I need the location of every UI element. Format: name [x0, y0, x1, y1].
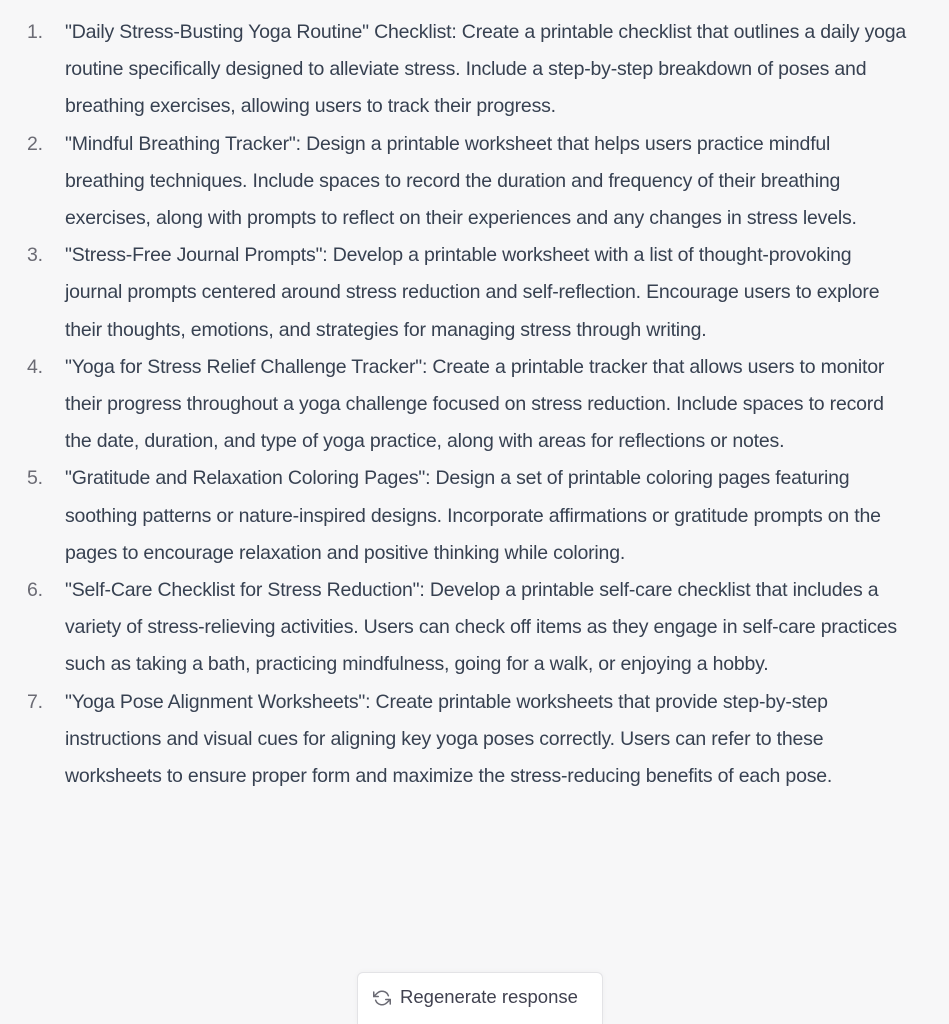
list-number: 3. [27, 244, 43, 267]
regenerate-label: Regenerate response [400, 986, 578, 1007]
list-item [0, 460, 949, 572]
list-item-text: "Stress-Free Journal Prompts": Develop a printable worksheet with a list of thought-provoking journal prompts centered around stress reduction and self-reflection. Encourage users to explore their thoughts, emotions, and strategies for managing stress through writing. [65, 244, 880, 341]
list-item-text: "Yoga for Stress Relief Challenge Tracker": Create a printable tracker that allows users to monitor their progress throughout a yoga challenge focused on stress reduction. Include spaces to record the date, duration, and type of yoga practice, along with areas for reflections or notes. [65, 355, 885, 453]
idea-list [0, 14, 949, 795]
list-item-text: "Mindful Breathing Tracker": Design a printable worksheet that helps users practice mindful breathing techniques. Include spaces to record the duration and frequency of their breathing exercises, along with prompts to reflect on their experiences and any changes in stress levels. [65, 132, 857, 230]
list-item [0, 126, 949, 238]
assistant-message [0, 14, 949, 795]
list-number: 6. [27, 579, 43, 602]
regenerate-icon [373, 989, 391, 1007]
list-number: 7. [27, 690, 43, 713]
list-item [0, 349, 949, 461]
list-number: 4. [27, 355, 43, 378]
list-item [0, 14, 949, 126]
list-item [0, 237, 949, 349]
regenerate-response-button[interactable] [357, 972, 603, 1024]
list-item-text: "Daily Stress-Busting Yoga Routine" Checklist: Create a printable checklist that outlines a daily yoga routine specifically designed to alleviate stress. Include a step-by-step breakdown of poses and breathing exercises, allowing users to track their progress. [65, 21, 907, 118]
list-number: 2. [27, 132, 43, 155]
list-item [0, 684, 949, 796]
list-number: 1. [27, 21, 43, 43]
list-item [0, 572, 949, 684]
list-item-text: "Self-Care Checklist for Stress Reduction": Develop a printable self-care checklist that includes a variety of stress-relieving activities. Users can check off items as they engage in self-care practices such as taking a bath, practicing mindfulness, going for a walk, or enjoying a hobby. [65, 579, 897, 676]
list-item-text: "Gratitude and Relaxation Coloring Pages": Design a set of printable coloring pages featuring soothing patterns or nature-inspired designs. Incorporate affirmations or gratitude prompts on the pages to encourage relaxation and positive thinking while coloring. [65, 467, 881, 564]
list-number: 5. [27, 467, 43, 490]
list-item-text: "Yoga Pose Alignment Worksheets": Create printable worksheets that provide step-by-step instructions and visual cues for aligning key yoga poses correctly. Users can refer to these worksheets to ensure proper form and maximize the stress-reducing benefits of each pose. [65, 690, 833, 788]
